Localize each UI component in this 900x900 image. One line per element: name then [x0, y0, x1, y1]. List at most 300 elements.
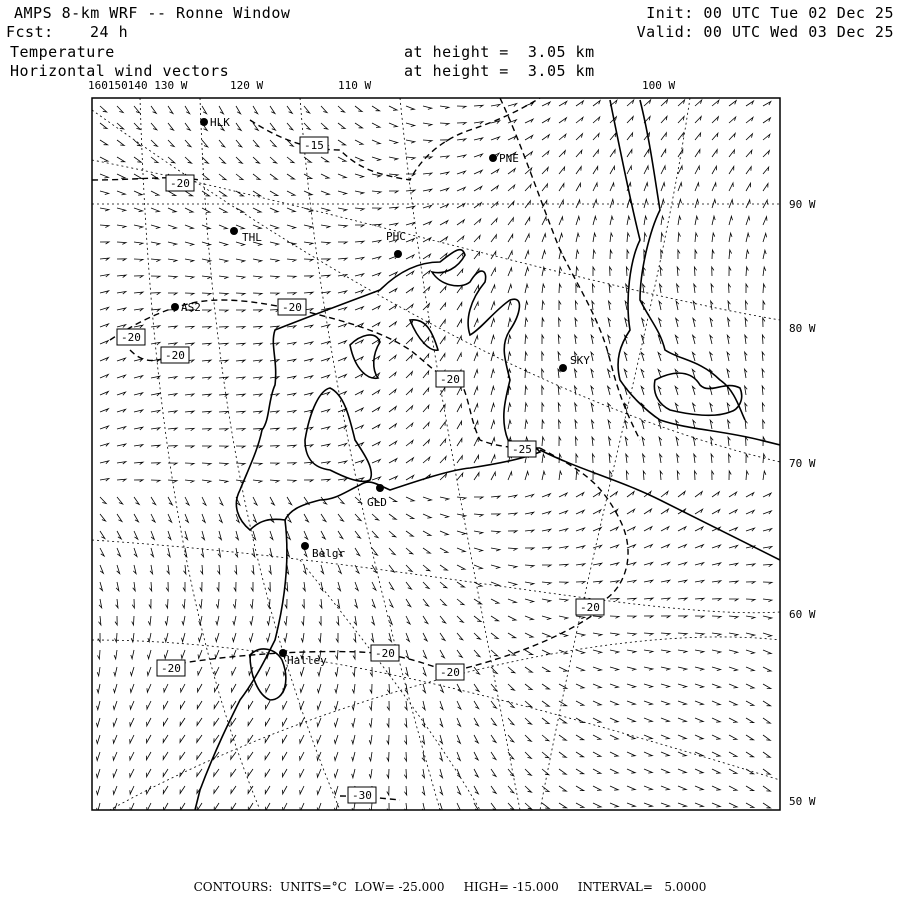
wind-vector [151, 208, 159, 212]
wind-vector [168, 123, 174, 130]
wind-vector [219, 276, 228, 279]
wind-vector [389, 191, 398, 193]
wind-vector [762, 403, 764, 412]
wind-vector [100, 106, 107, 112]
wind-vector [608, 420, 611, 429]
wind-vector [692, 352, 695, 361]
wind-vector [457, 565, 465, 569]
wind-vector [181, 650, 185, 658]
wind-vector [508, 599, 516, 603]
wind-vector [644, 752, 652, 756]
wind-vector [457, 404, 461, 412]
wind-vector [132, 616, 134, 625]
wind-vector [338, 565, 341, 573]
wind-vector [746, 667, 754, 671]
lon-label-120w: 120 W [230, 79, 264, 92]
wind-vector [151, 531, 154, 539]
wind-vector [422, 735, 425, 744]
wind-vector [166, 599, 168, 608]
wind-vector [678, 701, 687, 705]
wind-vector [559, 471, 562, 480]
wind-vector [642, 420, 645, 429]
wind-vector [745, 318, 747, 327]
wind-vector [287, 276, 296, 278]
wind-vector [593, 684, 601, 688]
wind-vector [236, 360, 245, 362]
wind-vector [183, 582, 185, 591]
wind-vector [661, 166, 665, 174]
wind-vector [236, 293, 245, 295]
wind-vector [389, 305, 397, 310]
wind-vector [508, 335, 511, 344]
wind-vector [694, 284, 697, 293]
wind-vector [423, 371, 429, 378]
wind-vector [525, 582, 534, 585]
wind-vector [627, 117, 633, 124]
wind-vector [575, 403, 578, 412]
wind-vector [248, 752, 253, 759]
wind-vector [729, 150, 735, 157]
wind-vector [457, 786, 461, 794]
wind-vector [542, 250, 546, 259]
wind-vector [321, 174, 329, 178]
wind-vector [746, 528, 755, 531]
wind-vector [474, 105, 483, 107]
wind-vector [678, 752, 686, 756]
wind-vector [661, 545, 669, 549]
wind-vector [525, 599, 534, 603]
wind-vector [321, 242, 330, 245]
wind-vector [185, 514, 188, 522]
wind-vector [117, 157, 125, 162]
wind-vector [525, 701, 532, 707]
wind-vector [117, 225, 126, 228]
wind-vector [219, 225, 227, 229]
wind-vector [185, 259, 194, 262]
wind-vector [542, 803, 549, 808]
wind-vector [372, 106, 380, 111]
wind-vector [338, 275, 347, 278]
wind-vector [231, 701, 236, 709]
height-temperature: at height = 3.05 km [404, 43, 595, 61]
wind-vector [491, 318, 495, 327]
wind-vector [371, 633, 374, 642]
wind-vector [746, 217, 750, 226]
wind-vector [508, 234, 513, 242]
wind-vector [113, 718, 117, 726]
wind-vector [593, 166, 598, 174]
wind-vector [677, 454, 680, 463]
wind-vector [474, 718, 479, 726]
wind-vector [661, 718, 669, 722]
wind-vector [729, 101, 736, 106]
wind-vector [214, 718, 219, 725]
wind-vector [625, 437, 628, 446]
wind-vector [218, 548, 221, 557]
wind-vector [354, 616, 357, 625]
wind-vector [182, 616, 185, 625]
wind-vector [576, 250, 579, 259]
wind-vector [270, 140, 276, 147]
wind-vector [440, 303, 446, 310]
wind-vector [695, 667, 704, 670]
wind-vector [642, 437, 645, 446]
wind-vector [336, 650, 339, 659]
wind-vector [712, 786, 720, 790]
wind-vector [474, 122, 483, 125]
wind-vector [440, 106, 449, 109]
wind-vector [236, 463, 245, 465]
wind-vector [423, 599, 429, 606]
wind-vector [406, 497, 414, 501]
wind-vector [387, 684, 389, 693]
wind-vector [406, 616, 410, 624]
wind-vector [508, 616, 516, 620]
wind-vector [185, 343, 194, 345]
wind-vector [660, 284, 663, 293]
wind-vector [248, 718, 253, 726]
wind-vector [404, 735, 406, 744]
wind-vector [457, 684, 461, 692]
wind-vector [627, 580, 636, 583]
wind-vector [113, 735, 117, 743]
wind-vector [661, 183, 665, 191]
wind-vector [678, 562, 687, 565]
wind-vector [729, 183, 733, 191]
wind-vector [727, 352, 730, 361]
wind-vector [474, 302, 478, 310]
wind-vector [678, 598, 687, 600]
wind-vector [130, 752, 134, 760]
wind-vector [317, 701, 321, 710]
wind-vector [131, 650, 134, 659]
wind-vector [148, 650, 152, 659]
wind-vector [282, 769, 287, 777]
wind-vector [678, 580, 687, 583]
wind-vector [355, 582, 358, 590]
wind-vector [253, 411, 262, 413]
wind-vector [525, 718, 532, 724]
wind-vector [542, 403, 544, 412]
wind-vector [370, 667, 372, 676]
wind-vector [591, 386, 594, 395]
wind-vector [423, 616, 428, 624]
wind-vector [117, 292, 126, 295]
wind-vector [746, 735, 754, 740]
wind-vector [729, 563, 738, 566]
wind-vector [627, 650, 636, 653]
wind-vector [763, 118, 770, 123]
wind-vector [96, 752, 100, 761]
wind-vector [423, 667, 426, 676]
wind-vector [355, 357, 363, 361]
wind-vector [168, 377, 177, 380]
contour-label: -20 [161, 662, 181, 675]
wind-vector [610, 492, 617, 497]
wind-vector [627, 166, 631, 174]
wind-vector [711, 284, 713, 293]
wind-vector [197, 735, 202, 742]
wind-vector [287, 208, 295, 212]
wind-vector [284, 616, 287, 625]
wind-vector [558, 335, 560, 344]
wind-vector [321, 208, 330, 211]
wind-vector [202, 377, 211, 380]
wind-vector [745, 352, 748, 361]
wind-vector [559, 701, 567, 706]
wind-vector [100, 225, 109, 228]
wind-vector [559, 437, 561, 446]
contour-label: -25 [512, 443, 532, 456]
wind-vector [627, 735, 635, 739]
wind-vector [219, 497, 223, 505]
wind-vector [300, 701, 304, 709]
wind-vector [117, 514, 122, 522]
wind-vector [746, 134, 753, 140]
wind-vector [100, 191, 109, 195]
wind-vector [406, 423, 413, 429]
wind-vector [644, 650, 653, 653]
wind-vector [268, 582, 270, 591]
wind-vector [168, 140, 174, 147]
wind-vector [659, 420, 662, 429]
wind-vector [763, 564, 772, 566]
wind-vector [712, 735, 720, 739]
wind-vector [338, 531, 343, 539]
wind-vector [542, 565, 551, 567]
wind-vector [440, 565, 447, 570]
wind-vector [542, 352, 544, 361]
wind-vector [542, 471, 545, 480]
wind-vector [457, 123, 466, 125]
wind-vector [100, 548, 104, 556]
wind-vector [370, 684, 372, 693]
wind-vector [304, 225, 313, 228]
wind-vector [440, 633, 445, 640]
wind-vector [593, 563, 602, 566]
wind-vector [576, 718, 584, 723]
wind-vector [406, 271, 414, 276]
map-title: AMPS 8-km WRF -- Ronne Window [14, 4, 291, 22]
wind-vector [253, 293, 262, 295]
wind-vector [627, 684, 636, 688]
wind-vector [423, 497, 432, 501]
wind-vector [457, 421, 462, 429]
wind-vector [198, 650, 202, 658]
wind-vector [100, 497, 106, 504]
wind-vector [712, 216, 715, 225]
wind-vector [746, 650, 755, 654]
wind-vector [745, 386, 748, 395]
wind-vector [219, 327, 228, 329]
wind-vector [576, 284, 578, 293]
wind-vector [100, 514, 106, 521]
station-marker [200, 118, 208, 126]
wind-vector [352, 684, 355, 693]
wind-vector [457, 473, 463, 480]
wind-vector [180, 769, 185, 776]
station-marker [489, 154, 497, 162]
wind-vector [576, 769, 584, 774]
wind-vector [746, 786, 754, 791]
wind-vector [253, 429, 262, 431]
wind-vector [168, 446, 177, 448]
wind-vector [117, 497, 123, 504]
wind-vector [406, 531, 413, 536]
wind-vector [100, 258, 109, 260]
wind-vector [100, 291, 109, 294]
wind-vector [576, 267, 578, 276]
wind-vector [693, 301, 696, 310]
wind-vector [525, 752, 531, 758]
wind-vector [542, 718, 549, 724]
wind-vector [270, 157, 277, 163]
south-peninsula-coast [540, 450, 780, 560]
wind-vector [252, 565, 254, 574]
wind-vector [457, 302, 462, 310]
wind-vector [440, 599, 446, 605]
wind-vector [712, 581, 721, 584]
wind-vector [678, 116, 684, 123]
wind-vector [151, 157, 158, 163]
wind-vector [763, 471, 766, 480]
wind-vector [576, 528, 585, 531]
wind-vector [610, 769, 618, 773]
wind-vector [559, 599, 568, 602]
wind-vector [423, 254, 431, 259]
wind-vector [151, 140, 158, 146]
wind-vector [270, 411, 279, 413]
wind-vector [457, 514, 466, 517]
wind-vector [542, 786, 549, 792]
wind-vector [593, 718, 601, 722]
wind-vector [185, 446, 194, 448]
wind-vector [542, 369, 544, 378]
wind-vector [287, 393, 296, 396]
wind-vector [644, 769, 652, 773]
wind-vector [199, 616, 202, 625]
wind-vector [559, 546, 568, 549]
wind-vector [508, 185, 515, 191]
wind-vector [729, 752, 737, 757]
wind-vector [695, 616, 704, 618]
wind-vector [627, 633, 636, 636]
wind-vector [729, 492, 737, 497]
wind-vector [491, 403, 495, 412]
wind-vector [338, 341, 346, 344]
wind-vector [746, 493, 754, 497]
wind-vector [508, 251, 512, 259]
wind-vector [712, 667, 721, 671]
contour-minus20-south [170, 610, 600, 672]
wind-vector [762, 386, 764, 395]
wind-vector [542, 284, 545, 293]
wind-vector [625, 420, 628, 429]
wind-vector [729, 117, 736, 123]
contour-label: -20 [440, 373, 460, 386]
wind-vector [287, 106, 292, 113]
wind-vector [423, 548, 430, 553]
wind-vector [151, 191, 159, 195]
station-marker [394, 250, 402, 258]
wind-vector [525, 565, 534, 568]
wind-vector [334, 752, 338, 761]
wind-vector [695, 527, 703, 531]
wind-vector [304, 276, 313, 278]
wind-vector [763, 184, 768, 192]
wind-vector [389, 389, 396, 395]
wind-vector [270, 293, 279, 295]
wind-vector [763, 529, 772, 532]
wind-vector [525, 530, 534, 532]
wind-vector [253, 310, 262, 312]
wind-vector [287, 293, 296, 295]
wind-vector [147, 769, 152, 777]
wind-vector [508, 136, 516, 140]
wind-vector [525, 335, 528, 344]
wind-vector [576, 183, 581, 191]
wind-vector [491, 438, 495, 446]
wind-vector [661, 527, 669, 531]
wind-vector [508, 548, 517, 551]
wind-vector [98, 650, 101, 659]
wind-vector [236, 106, 241, 114]
wind-vector [232, 684, 237, 692]
wind-vector [114, 667, 117, 676]
wind-vector [180, 752, 185, 759]
wind-vector [692, 386, 695, 395]
wind-vector [236, 429, 245, 431]
wind-vector [711, 301, 714, 310]
wind-vector [610, 216, 613, 225]
wind-vector [168, 411, 177, 414]
wind-vector [423, 405, 429, 412]
wind-vector [593, 545, 602, 548]
height-wind: at height = 3.05 km [404, 62, 595, 80]
wind-vector [457, 220, 464, 225]
wind-vector [695, 563, 704, 566]
wind-vector [100, 174, 108, 178]
wind-vector [610, 718, 618, 722]
wind-vector [113, 769, 117, 777]
wind-vector [677, 284, 680, 293]
wind-vector [525, 301, 528, 310]
wind-vector [542, 599, 551, 602]
wind-vector [542, 650, 550, 654]
wind-vector [440, 156, 449, 159]
wind-vector [712, 752, 720, 756]
wind-vector [609, 454, 611, 463]
wind-vector [593, 233, 596, 242]
wind-vector [219, 514, 222, 522]
wind-vector [130, 684, 134, 693]
wind-vector [474, 599, 482, 604]
wind-vector [117, 358, 126, 361]
wind-vector [335, 684, 338, 693]
wind-vector [270, 276, 279, 279]
wind-vector [303, 565, 306, 574]
wind-vector [508, 495, 517, 498]
wind-vector [372, 174, 381, 177]
station-label-thl: THL [242, 231, 262, 244]
wind-vector [591, 335, 594, 344]
wind-vector [712, 650, 721, 653]
lon-line-110w [400, 98, 520, 810]
wind-vector [661, 133, 666, 140]
wind-vector [320, 582, 323, 591]
wind-vector [474, 319, 478, 327]
wind-vector [99, 616, 101, 625]
